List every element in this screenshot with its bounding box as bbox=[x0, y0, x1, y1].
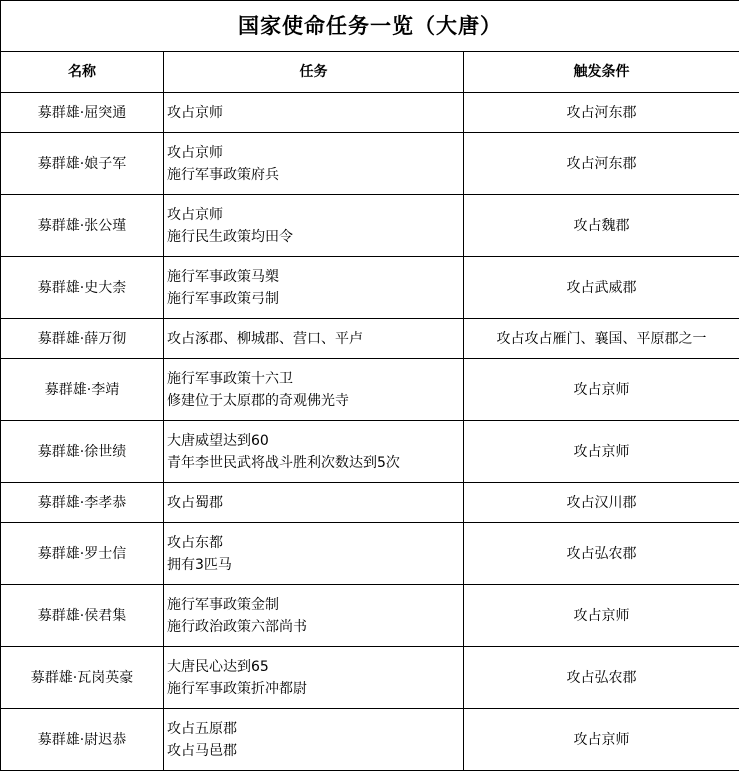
general-name-cell: 募群雄·尉迟恭 bbox=[1, 709, 164, 771]
task-line: 攻占京师 bbox=[167, 206, 223, 223]
column-header-condition: 触发条件 bbox=[464, 52, 739, 93]
task-line: 攻占蜀郡 bbox=[167, 494, 223, 511]
table-row bbox=[1, 319, 739, 359]
task-cell bbox=[164, 195, 464, 257]
task-cell bbox=[164, 133, 464, 195]
trigger-condition-cell: 攻占京师 bbox=[464, 359, 739, 421]
task-cell bbox=[164, 523, 464, 585]
general-name-cell: 募群雄·李孝恭 bbox=[1, 483, 164, 523]
task-cell bbox=[164, 93, 464, 133]
table-row bbox=[1, 195, 739, 257]
task-line: 施行军事政策十六卫 bbox=[167, 370, 293, 387]
general-name-cell: 募群雄·侯君集 bbox=[1, 585, 164, 647]
task-line: 攻占五原郡 bbox=[167, 720, 237, 737]
general-name-cell: 募群雄·瓦岗英豪 bbox=[1, 647, 164, 709]
title-row bbox=[1, 1, 739, 52]
task-line: 施行军事政策府兵 bbox=[167, 166, 279, 183]
table-row bbox=[1, 585, 739, 647]
table-row bbox=[1, 359, 739, 421]
task-line: 施行政治政策六部尚书 bbox=[167, 618, 307, 635]
trigger-condition-cell: 攻占河东郡 bbox=[464, 133, 739, 195]
trigger-condition-cell: 攻占魏郡 bbox=[464, 195, 739, 257]
trigger-condition-cell: 攻占汉川郡 bbox=[464, 483, 739, 523]
task-cell bbox=[164, 585, 464, 647]
table-row bbox=[1, 257, 739, 319]
task-line: 施行军事政策弓制 bbox=[167, 290, 279, 307]
task-line: 攻占京师 bbox=[167, 144, 223, 161]
trigger-condition-cell: 攻占河东郡 bbox=[464, 93, 739, 133]
header-row bbox=[1, 52, 739, 93]
general-name-cell: 募群雄·娘子军 bbox=[1, 133, 164, 195]
task-line: 大唐威望达到60 bbox=[167, 432, 269, 449]
trigger-condition-cell: 攻占弘农郡 bbox=[464, 523, 739, 585]
general-name-cell: 募群雄·李靖 bbox=[1, 359, 164, 421]
task-cell bbox=[164, 421, 464, 483]
trigger-condition-cell: 攻占攻占雁门、襄国、平原郡之一 bbox=[464, 319, 739, 359]
task-cell bbox=[164, 359, 464, 421]
table-row bbox=[1, 133, 739, 195]
task-cell bbox=[164, 647, 464, 709]
task-line: 攻占马邑郡 bbox=[167, 742, 237, 759]
task-line: 攻占京师 bbox=[167, 104, 223, 121]
task-line: 大唐民心达到65 bbox=[167, 658, 269, 675]
trigger-condition-cell: 攻占京师 bbox=[464, 421, 739, 483]
general-name-cell: 募群雄·张公瑾 bbox=[1, 195, 164, 257]
general-name-cell: 募群雄·徐世绩 bbox=[1, 421, 164, 483]
task-cell bbox=[164, 709, 464, 771]
table-row bbox=[1, 421, 739, 483]
general-name-cell: 募群雄·史大柰 bbox=[1, 257, 164, 319]
task-line: 拥有3匹马 bbox=[167, 556, 232, 573]
task-line: 施行军事政策折冲都尉 bbox=[167, 680, 307, 697]
table-row bbox=[1, 709, 739, 771]
trigger-condition-cell: 攻占京师 bbox=[464, 709, 739, 771]
general-name-cell: 募群雄·薛万彻 bbox=[1, 319, 164, 359]
general-name-cell: 募群雄·罗士信 bbox=[1, 523, 164, 585]
task-cell bbox=[164, 257, 464, 319]
general-name-cell: 募群雄·屈突通 bbox=[1, 93, 164, 133]
table-body bbox=[1, 93, 739, 771]
task-line: 攻占涿郡、柳城郡、营口、平卢 bbox=[167, 330, 363, 347]
trigger-condition-cell: 攻占京师 bbox=[464, 585, 739, 647]
table-row bbox=[1, 483, 739, 523]
task-cell bbox=[164, 319, 464, 359]
table-row bbox=[1, 647, 739, 709]
table-row bbox=[1, 523, 739, 585]
task-line: 施行军事政策马槊 bbox=[167, 268, 279, 285]
task-line: 攻占东都 bbox=[167, 534, 223, 551]
task-line: 青年李世民武将战斗胜利次数达到5次 bbox=[167, 454, 400, 471]
task-line: 修建位于太原郡的奇观佛光寺 bbox=[167, 392, 349, 409]
task-cell bbox=[164, 483, 464, 523]
table-row bbox=[1, 93, 739, 133]
task-line: 施行军事政策金制 bbox=[167, 596, 279, 613]
trigger-condition-cell: 攻占弘农郡 bbox=[464, 647, 739, 709]
task-line: 施行民生政策均田令 bbox=[167, 228, 293, 245]
column-header-task: 任务 bbox=[164, 52, 464, 93]
column-header-name: 名称 bbox=[1, 52, 164, 93]
table-title: 国家使命任务一览（大唐） bbox=[1, 1, 739, 52]
trigger-condition-cell: 攻占武威郡 bbox=[464, 257, 739, 319]
